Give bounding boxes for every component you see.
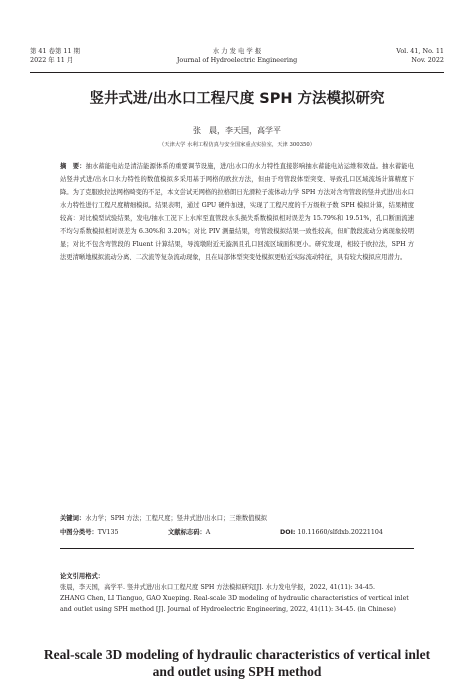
running-header — [30, 47, 444, 71]
doi-label: DOI: — [280, 529, 296, 536]
citation-zh: 张晨，李天国，高学平. 竖井式进/出水口工程尺度 SPH 方法模拟研究[J]. 水力发电学报，2022, 41(11): 34-45. — [60, 584, 375, 591]
journal-name-zh: 水 力 发 电 学 报 — [212, 47, 262, 55]
citation-block — [60, 571, 414, 615]
section-rule — [60, 548, 414, 549]
keywords-text-zh: 水力学；SPH 方法；工程尺度；竖井式进/出水口；三维数值模拟 — [85, 515, 268, 522]
header-right — [396, 47, 444, 65]
abstract-text-zh: 抽水蓄能电站是清洁能源体系的重要调节设施，进/出水口的水力特性直接影响抽水蓄能电站运维和效益。抽水蓄能电站竖井式进/出水口水力特性的数值模拟多采用基于网格的欧拉方法，但由于弯管段体型突变、导致孔口区域流场计算精度下降。为了克服欧拉法网格畸变的不足，本文尝试无网格的拉格朗日光滑粒子流体动力学 SPH 方法对含弯管段的竖井式进/出水口水力特性进行工程尺度精细模拟。结果表明，通过 GPU 硬件加速，实现了工程尺度的千万级粒子数 SPH 模拟计算，结果精度较高：对比模型试验结果，发电/抽水工况下上水库至直管段水头损失系数模拟相对误差为 15.79%和 19.51%，孔口断面流速不均匀系数模拟相对误差为 6.30%和 3.20%；对比 PIV 测量结果，弯管段模拟结果一致性较高，但旷散段流动分离现象较明显；对比不包含弯管段的 Fluent 计算结果，导流墩附近无漩涡且孔口回流区域面积更小。研究发现，相较于欧拉法，SPH 方法更清晰地模拟流动分离、二次流等复杂流动现象，且在局部体型突变处模拟更贴近实际流动特征，具有较大模拟应用潜力。 — [60, 163, 414, 261]
keywords-zh — [60, 514, 414, 524]
date-en: Nov. 2022 — [411, 56, 444, 64]
abstract-label-zh: 摘 要： — [60, 163, 86, 170]
vol-issue-zh: 第 41 卷第 11 期 — [30, 47, 80, 55]
doc-code-block — [168, 528, 280, 538]
classification-row — [60, 528, 414, 538]
clc-label: 中图分类号： — [60, 529, 98, 536]
header-center — [30, 47, 444, 65]
abstract-zh — [60, 160, 414, 264]
paper-title-en: Real-scale 3D modeling of hydraulic characteristics of vertical inlet and outlet using SPH method — [43, 647, 431, 679]
keywords-label-zh: 关键词： — [60, 515, 86, 522]
doi-value: 10.11660/slfdxb.20221104 — [297, 529, 383, 536]
citation-en: ZHANG Chen, LI Tianguo, GAO Xueping. Real-scale 3D modeling of hydraulic characteristics of vertical inlet and outlet using SPH method [J]. Journal of Hydroelectric Engineering, 2022, 41(11): 34-45. (in Chinese) — [60, 595, 409, 613]
journal-name-en: Journal of Hydroelectric Engineering — [176, 56, 298, 64]
doc-code-value: A — [205, 529, 211, 536]
authors-zh: 张 晨，李天国，高学平 — [193, 126, 281, 135]
clc-block — [60, 528, 168, 538]
doi-block — [280, 528, 383, 538]
clc-value: TV135 — [97, 529, 119, 536]
doc-code-label: 文献标志码： — [168, 529, 206, 536]
citation-heading: 论文引用格式： — [60, 573, 105, 580]
vol-issue-en: Vol. 41, No. 11 — [396, 47, 444, 55]
date-zh: 2022 年 11 月 — [30, 56, 74, 64]
affiliation-zh: （天津大学 水利工程仿真与安全国家重点实验室，天津 300350） — [158, 142, 315, 148]
header-rule — [30, 72, 444, 73]
paper-title-zh: 竖井式进/出水口工程尺度 SPH 方法模拟研究 — [89, 91, 385, 107]
